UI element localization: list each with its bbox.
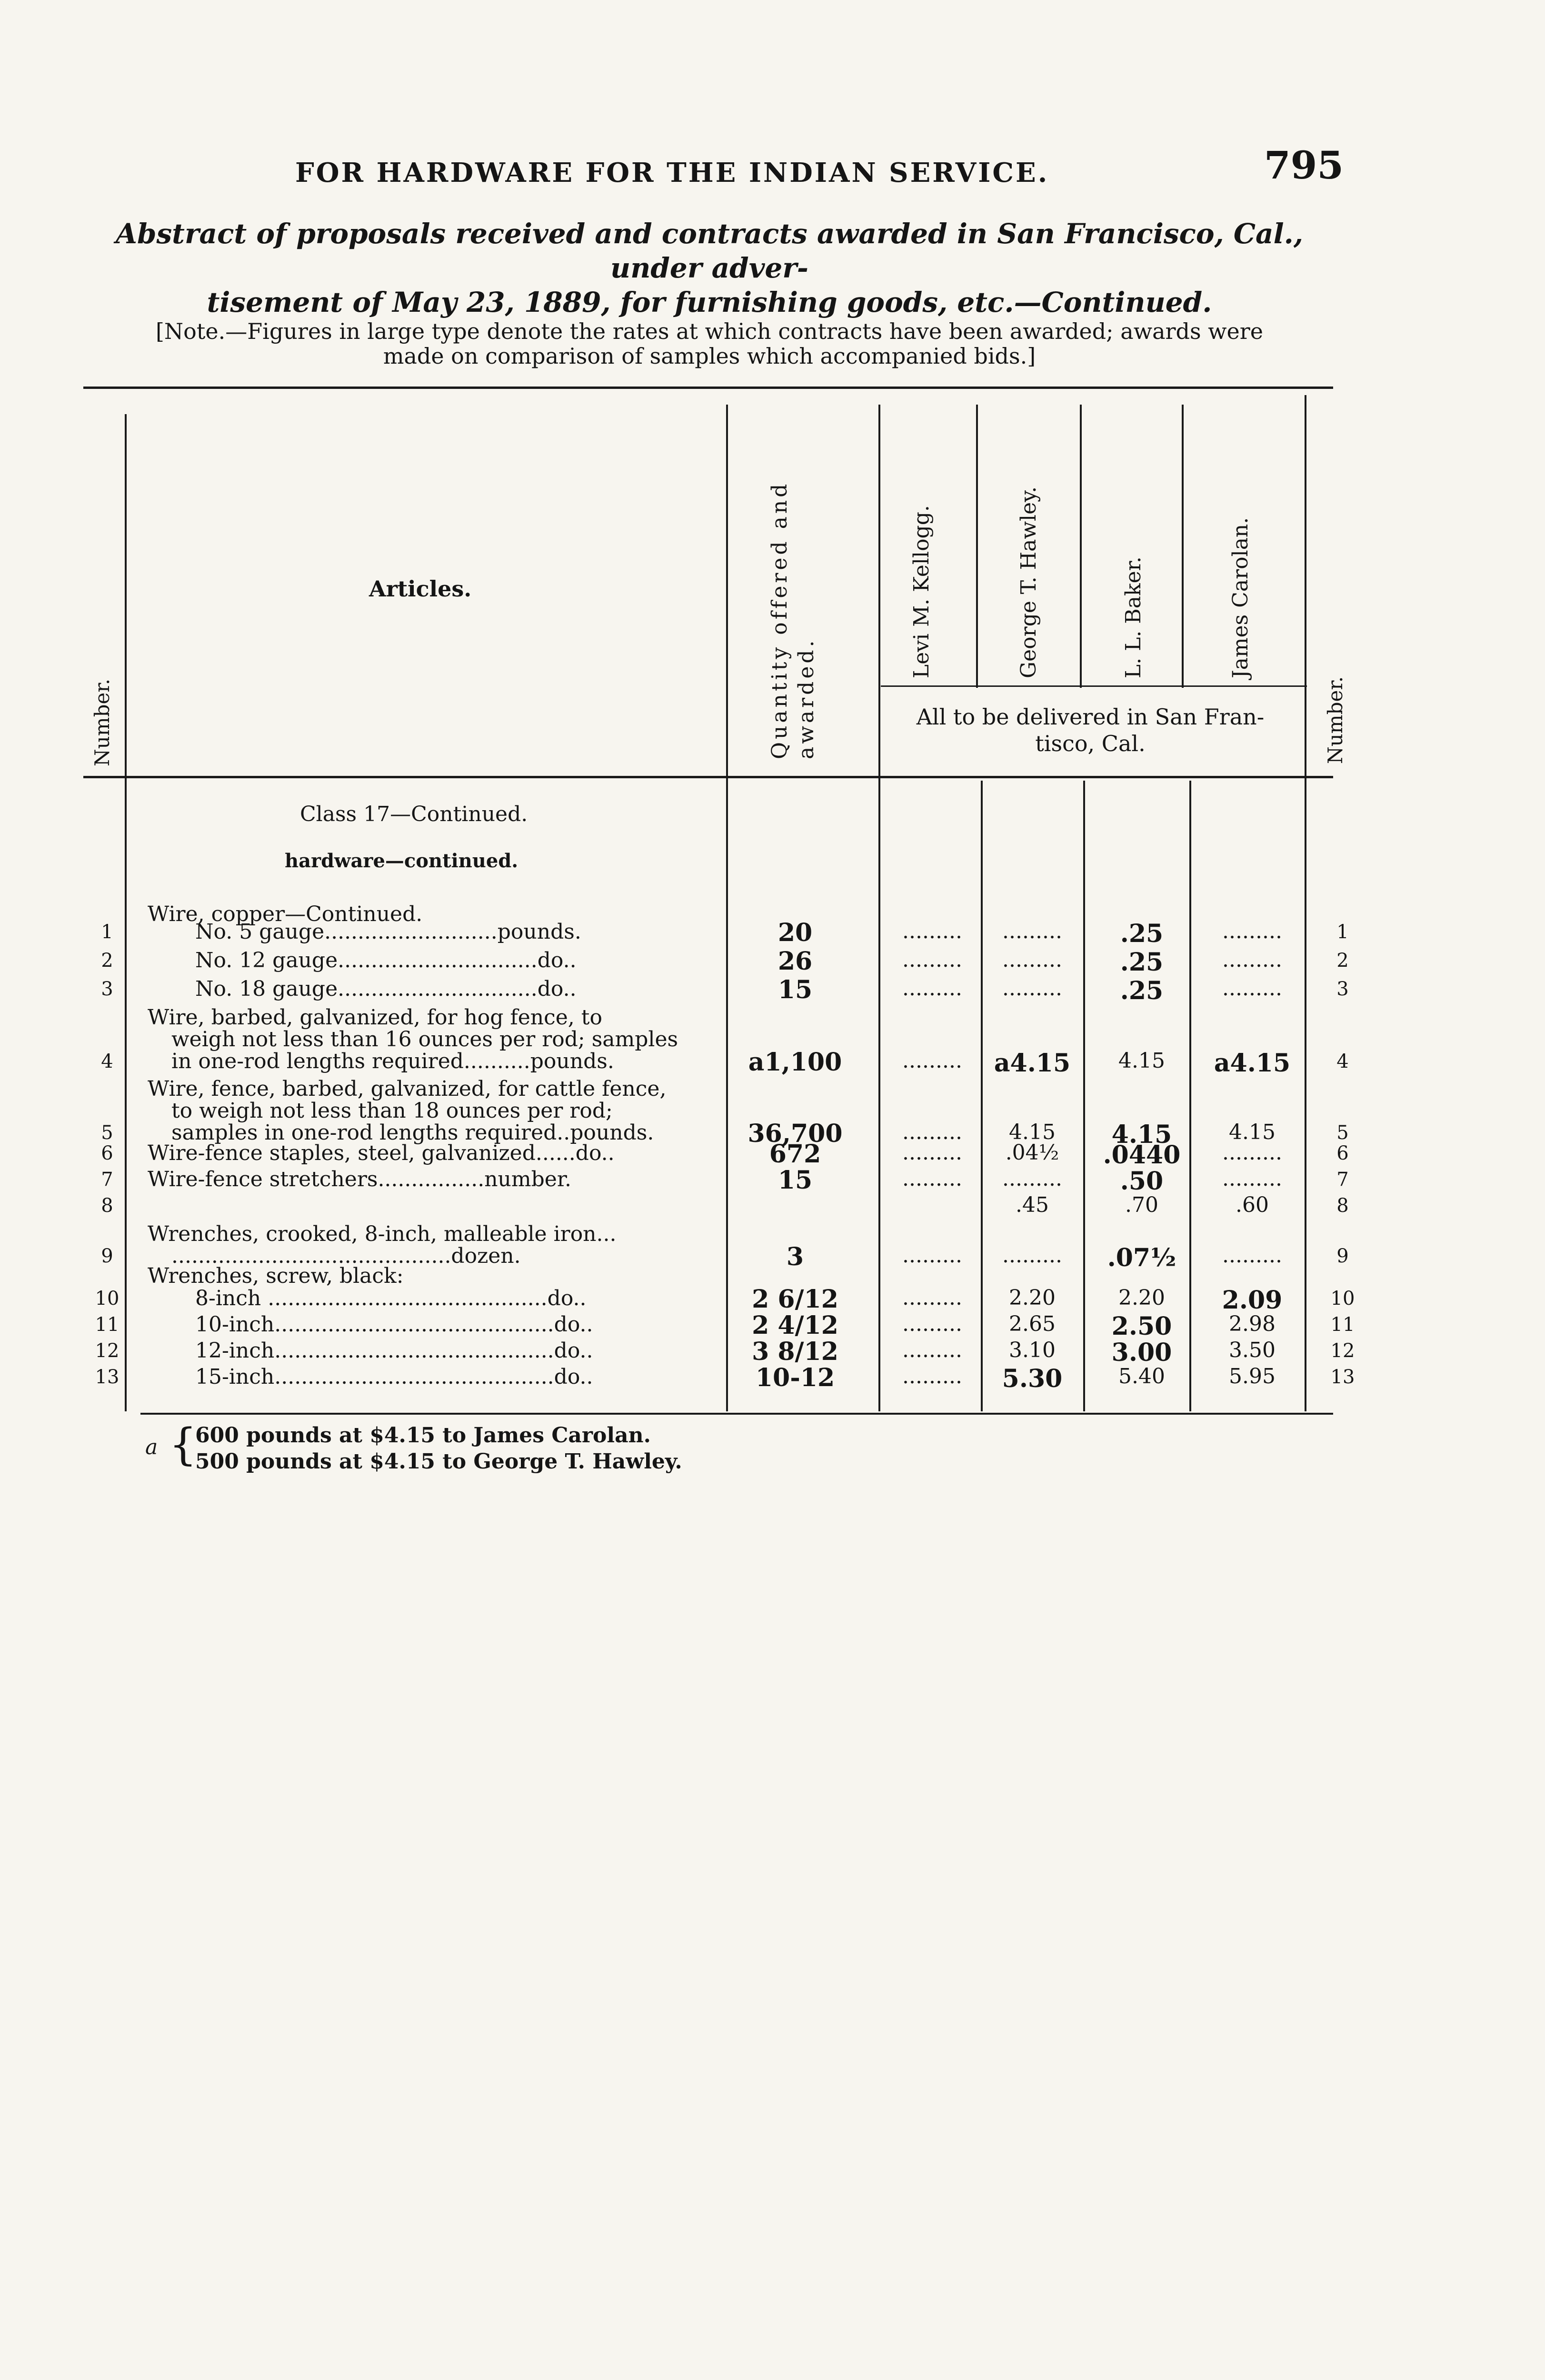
row-number-right: 3 [1336, 978, 1349, 1000]
row-number-left: 1 [101, 921, 113, 943]
running-title: FOR HARDWARE FOR THE INDIAN SERVICE. [295, 157, 1049, 188]
row-bid-hawley: 3.10 [1009, 1338, 1056, 1362]
row-bid-hawley: ......... [1002, 1167, 1062, 1191]
bidder-subheader-rule [881, 685, 1307, 687]
header-bidder-baker: L. L. Baker. [1121, 556, 1146, 678]
table-top-rule [83, 387, 1333, 389]
row-number-right: 6 [1336, 1142, 1349, 1164]
header-number-right: Number. [1324, 676, 1347, 764]
footnote-line-1: 600 pounds at $4.15 to James Carolan. [195, 1423, 651, 1448]
row-quantity: 2 6/12 [752, 1285, 838, 1314]
row-bid-kellogg: ......... [902, 1243, 962, 1268]
col-divider-hawley [1080, 405, 1082, 688]
row-bid-baker: .25 [1120, 919, 1164, 948]
row-bid-kellogg: ......... [902, 1338, 962, 1362]
row-article-text: samples in one-rod lengths required..pounds. [171, 1121, 654, 1145]
row-number-right: 12 [1330, 1340, 1355, 1362]
row-bid-kellogg: ......... [902, 1286, 962, 1310]
row-bid-hawley: ......... [1002, 919, 1062, 943]
row-quantity: 36,700 [748, 1119, 843, 1148]
row-number-right: 4 [1336, 1051, 1349, 1072]
row-bid-carolan: 2.09 [1222, 1286, 1283, 1315]
header-quantity: Quantity offered and awarded. [768, 481, 818, 759]
header-articles: Articles. [369, 576, 472, 602]
row-bid-hawley: .45 [1016, 1193, 1049, 1217]
group-heading-wire-copper: Wire, copper—Continued. [148, 902, 423, 926]
row-number-left: 3 [101, 978, 113, 1000]
row-bid-baker: 2.50 [1111, 1312, 1172, 1341]
row-bid-kellogg: ......... [902, 1120, 962, 1144]
row-quantity: 3 8/12 [752, 1337, 838, 1366]
row-bid-baker: .25 [1120, 976, 1164, 1005]
row-bid-baker: .25 [1120, 948, 1164, 977]
row-bid-hawley: .04½ [1005, 1140, 1059, 1165]
delivery-line-1: All to be delivered in San Fran- [916, 704, 1265, 730]
row-bid-carolan: a4.15 [1214, 1049, 1291, 1078]
row-quantity: 15 [777, 1166, 813, 1195]
row-number-left: 12 [95, 1340, 120, 1362]
row-number-right: 7 [1336, 1169, 1349, 1190]
row-number-right: 8 [1336, 1195, 1349, 1217]
row-article-text: Wrenches, crooked, 8-inch, malleable iron... [148, 1222, 617, 1246]
row-bid-carolan: 3.50 [1229, 1338, 1276, 1362]
row-quantity: 3 [786, 1242, 804, 1271]
row-bid-kellogg: ......... [902, 948, 962, 972]
header-number-left: Number. [90, 678, 114, 766]
row-number-left: 2 [101, 950, 113, 972]
row-article-text: No. 12 gauge..............................do.. [195, 948, 577, 972]
row-article-text: Wire, barbed, galvanized, for hog fence, to [148, 1005, 602, 1030]
row-number-left: 7 [101, 1169, 113, 1190]
row-number-left: 9 [101, 1245, 113, 1267]
row-article-text: 8-inch ..........................................do.. [195, 1286, 587, 1310]
row-bid-carolan: ......... [1222, 1140, 1282, 1165]
row-number-left: 6 [101, 1142, 113, 1164]
header-bidder-hawley: George T. Hawley. [1017, 486, 1041, 678]
row-article-text: 10-inch..........................................do.. [195, 1312, 593, 1337]
row-number-right: 5 [1336, 1122, 1349, 1144]
row-bid-hawley: 4.15 [1009, 1120, 1056, 1144]
row-number-right: 11 [1330, 1314, 1355, 1336]
table-bottom-rule [140, 1413, 1333, 1415]
footnote-mark: a [145, 1435, 158, 1459]
row-bid-carolan: ......... [1222, 948, 1282, 972]
row-number-right: 9 [1336, 1245, 1349, 1267]
row-number-left: 13 [95, 1366, 120, 1388]
row-bid-baker: .70 [1125, 1193, 1158, 1217]
table-note [71, 319, 1347, 368]
page-number: 795 [1264, 143, 1344, 188]
note-line-1: [Note.—Figures in large type denote the rates at which contracts have been awarded; awards were [155, 318, 1263, 344]
row-bid-baker: 4.15 [1111, 1120, 1172, 1149]
row-article-text: Wire-fence staples, steel, galvanized......do.. [148, 1141, 615, 1165]
row-quantity: a1,100 [748, 1048, 842, 1077]
note-line-2: made on comparison of samples which accompanied bids.] [383, 343, 1036, 369]
col-divider-kellogg [976, 405, 978, 688]
row-number-left: 5 [101, 1122, 113, 1144]
row-quantity: 672 [769, 1140, 821, 1169]
row-bid-carolan: ......... [1222, 1243, 1282, 1268]
header-bidder-kellogg: Levi M. Kellogg. [909, 505, 934, 678]
table-caption [74, 217, 1345, 319]
caption-line-1: Abstract of proposals received and contracts awarded in San Francisco, Cal., under adver- [115, 218, 1304, 284]
row-number-left: 8 [101, 1195, 113, 1217]
row-bid-hawley: ......... [1002, 976, 1062, 1001]
row-quantity: 15 [777, 975, 813, 1004]
row-bid-baker: 4.15 [1118, 1049, 1165, 1073]
row-number-left: 4 [101, 1051, 113, 1072]
row-bid-baker: .0440 [1103, 1140, 1181, 1170]
row-bid-carolan: ......... [1222, 919, 1282, 943]
row-article-text: to weigh not less than 18 ounces per rod; [171, 1099, 613, 1123]
row-bid-baker: 2.20 [1118, 1286, 1165, 1310]
row-bid-carolan: ......... [1222, 1167, 1282, 1191]
row-article-text: weigh not less than 16 ounces per rod; samples [171, 1027, 678, 1051]
row-quantity: 20 [777, 918, 813, 947]
row-article-text: 12-inch..........................................do.. [195, 1339, 593, 1363]
row-bid-hawley: a4.15 [994, 1049, 1071, 1078]
row-number-right: 10 [1330, 1288, 1355, 1309]
row-article-text: No. 5 gauge..........................pounds. [195, 920, 581, 944]
row-article-text: 15-inch..........................................do.. [195, 1365, 593, 1389]
row-number-left: 11 [95, 1314, 120, 1336]
row-bid-baker: 5.40 [1118, 1364, 1165, 1388]
row-bid-baker: .07½ [1107, 1243, 1176, 1272]
header-bidder-carolan: James Carolan. [1228, 517, 1253, 678]
caption-line-2: tisement of May 23, 1889, for furnishing goods, etc.—Continued. [207, 286, 1212, 318]
row-bid-hawley: ......... [1002, 948, 1062, 972]
row-number-left: 10 [95, 1288, 120, 1309]
delivery-note [881, 704, 1300, 757]
col-divider-number [125, 414, 127, 1411]
row-bid-kellogg: ......... [902, 1140, 962, 1165]
header-bottom-rule [83, 776, 1333, 778]
row-number-right: 2 [1336, 950, 1349, 972]
row-bid-hawley: ......... [1002, 1243, 1062, 1268]
row-quantity: 2 4/12 [752, 1311, 838, 1340]
row-bid-kellogg: ......... [902, 1049, 962, 1073]
section-subheading: hardware—continued. [285, 850, 518, 872]
row-number-right: 13 [1330, 1366, 1355, 1388]
row-article-text: in one-rod lengths required..........pounds. [171, 1049, 614, 1073]
row-bid-baker: 3.00 [1111, 1338, 1172, 1367]
col-divider-baker [1182, 405, 1184, 688]
row-bid-baker: .50 [1120, 1167, 1164, 1196]
row-bid-kellogg: ......... [902, 1312, 962, 1336]
row-bid-carolan: 4.15 [1229, 1120, 1276, 1144]
row-bid-kellogg: ......... [902, 919, 962, 943]
row-bid-hawley: 5.30 [1002, 1364, 1063, 1393]
row-bid-kellogg: ......... [902, 1364, 962, 1388]
footnote-brace: { [169, 1419, 197, 1470]
row-number-right: 1 [1336, 921, 1349, 943]
row-bid-kellogg: ......... [902, 976, 962, 1001]
footnote-line-2: 500 pounds at $4.15 to George T. Hawley. [195, 1449, 682, 1474]
class-heading: Class 17—Continued. [300, 802, 528, 826]
row-article-text: ..........................................dozen. [171, 1244, 521, 1268]
row-bid-carolan: 5.95 [1229, 1364, 1276, 1388]
row-bid-carolan: .60 [1236, 1193, 1269, 1217]
delivery-line-2: tisco, Cal. [1035, 731, 1146, 756]
row-bid-kellogg: ......... [902, 1167, 962, 1191]
row-article-text: No. 18 gauge..............................do.. [195, 977, 577, 1001]
row-bid-carolan: ......... [1222, 976, 1282, 1001]
row-bid-hawley: 2.20 [1009, 1286, 1056, 1310]
row-quantity: 26 [777, 947, 813, 976]
row-article-text: Wire, fence, barbed, galvanized, for cattle fence, [148, 1077, 667, 1101]
row-quantity: 10-12 [755, 1363, 835, 1392]
row-article-text: Wire-fence stretchers................number. [148, 1167, 572, 1191]
row-bid-carolan: 2.98 [1229, 1312, 1276, 1336]
row-bid-hawley: 2.65 [1009, 1312, 1056, 1336]
group-heading-wrenches-screw: Wrenches, screw, black: [148, 1264, 404, 1288]
